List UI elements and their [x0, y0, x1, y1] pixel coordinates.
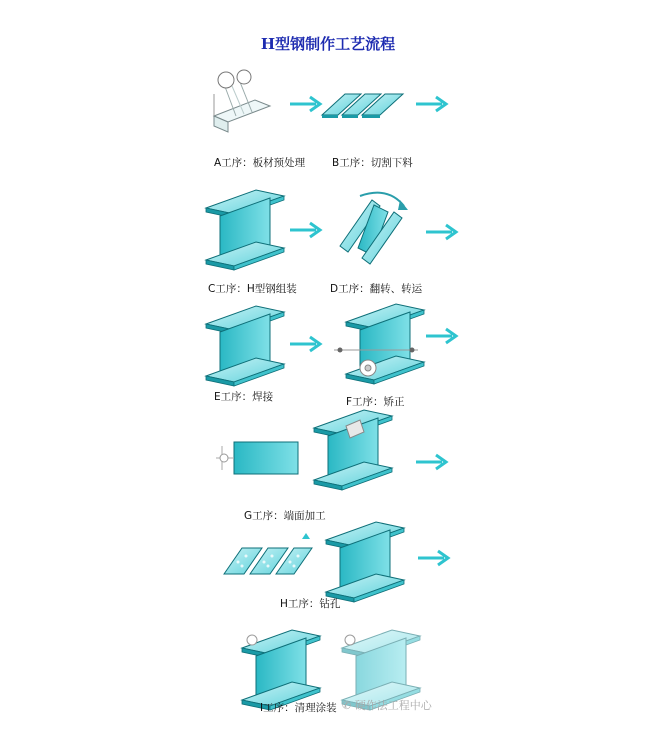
- arrow-right-icon: [416, 97, 446, 111]
- arrow-right-icon: [290, 97, 320, 111]
- step-label-c: C工序：H型钢组装: [208, 283, 297, 295]
- step-label-b: B工序：切割下料: [332, 157, 413, 169]
- h-beam-icon: [206, 306, 284, 386]
- spray-gun-icon: [247, 635, 257, 645]
- arrow-right-icon: [290, 337, 320, 351]
- step-label-h: H工序：钻孔: [280, 598, 341, 610]
- step-label-g: G工序：端面加工: [244, 510, 326, 522]
- wechat-icon: ✆: [342, 699, 355, 712]
- arrow-right-icon: [290, 223, 320, 237]
- step-label-f: F工序：矫正: [346, 396, 405, 408]
- h-beam-icon: [314, 410, 392, 490]
- end-face-milling-icon: [216, 442, 298, 474]
- step-label-d: D工序：翻转、转运: [330, 283, 423, 295]
- arrow-right-icon: [418, 551, 448, 565]
- straightening-machine-icon: [334, 304, 424, 384]
- step-label-i: I工序：清理涂装: [260, 702, 337, 714]
- arrow-right-icon: [426, 329, 456, 343]
- h-beam-drilled-icon: [326, 522, 404, 602]
- page-title: H型钢制作工艺流程: [260, 35, 396, 53]
- h-beam-icon: [206, 190, 284, 270]
- sandblast-machine-icon: [214, 70, 270, 132]
- steel-plates-cut-icon: [322, 94, 403, 118]
- watermark-text: 硬作法工程中心: [354, 699, 432, 712]
- h-beam-flip-icon: [340, 193, 408, 264]
- spray-gun-icon: [345, 635, 355, 645]
- step-label-e: E工序：焊接: [214, 391, 274, 403]
- watermark: [342, 697, 432, 713]
- arrow-right-icon: [416, 455, 446, 469]
- drilled-plates-icon: [224, 533, 312, 574]
- step-label-a: A工序：板材预处理: [214, 157, 306, 169]
- arrow-right-icon: [426, 225, 456, 239]
